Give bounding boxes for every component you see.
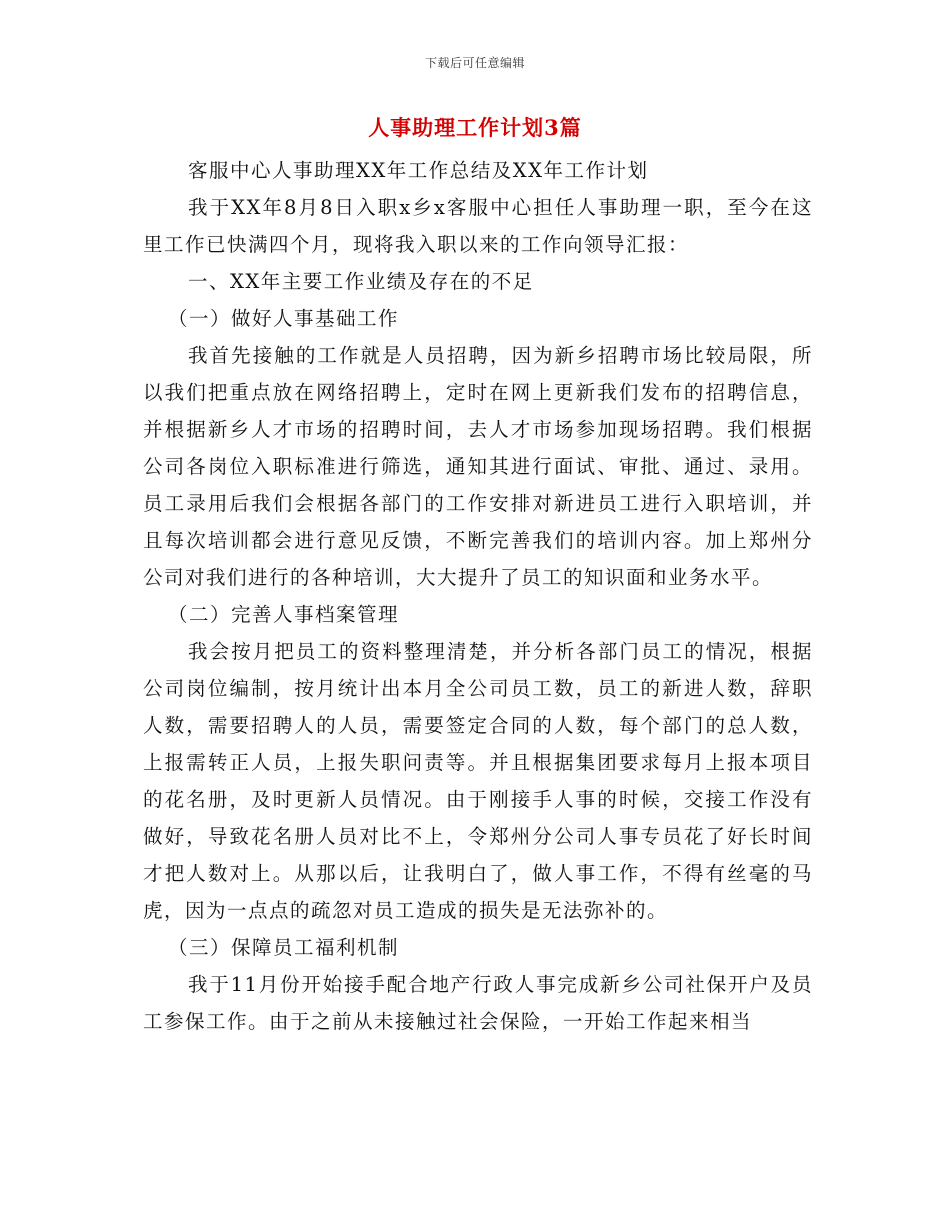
section-heading-1: 一、XX年主要工作业绩及存在的不足 <box>188 270 534 293</box>
subsection-heading-2: （二）完善人事档案管理 <box>168 603 400 626</box>
paragraph-welfare: 我于11月份开始接手配合地产行政人事完成新乡公司社保开户及员工参保工作。由于之前从未接触过社会保险，一开始工作起来相当 <box>143 973 813 1033</box>
paragraph-archives: 我会按月把员工的资料整理清楚，并分析各部门员工的情况，根据公司岗位编制，按月统计出本月全公司员工数，员工的新进人数，辞职人数，需要招聘人的人员，需要签定合同的人数，每个部门的总人数，上报需转正人员，上报失职问责等。并且根据集团要求每月上报本项目的花名册，及时更新人员情况。由于刚接手人事的时候，交接工作没有做好，导致花名册人员对比不上，令郑州分公司人事专员花了好长时间才把人数对上。从那以后，让我明白了，做人事工作，不得有丝毫的马虎，因为一点点的疏忽对员工造成的损失是无法弥补的。 <box>143 640 813 922</box>
header-note: 下载后可任意编辑 <box>424 56 525 70</box>
paragraph-intro: 我于XX年8月8日入职x乡x客服中心担任人事助理一职，至今在这里工作已快满四个月，现将我入职以来的工作向领导汇报： <box>143 196 813 256</box>
subsection-heading-1: （一）做好人事基础工作 <box>168 307 400 330</box>
subsection-heading-3: （三）保障员工福利机制 <box>168 936 400 959</box>
paragraph-recruitment: 我首先接触的工作就是人员招聘，因为新乡招聘市场比较局限，所以我们把重点放在网络招聘上，定时在网上更新我们发布的招聘信息，并根据新乡人才市场的招聘时间，去人才市场参加现场招聘。我们根据公司各岗位入职标准进行筛选，通知其进行面试、审批、通过、录用。员工录用后我们会根据各部门的工作安排对新进员工进行入职培训，并且每次培训都会进行意见反馈，不断完善我们的培训内容。加上郑州分公司对我们进行的各种培训，大大提升了员工的知识面和业务水平。 <box>143 344 813 589</box>
paragraph-subtitle: 客服中心人事助理XX年工作总结及XX年工作计划 <box>188 159 649 182</box>
document-title: 人事助理工作计划3篇 <box>368 115 582 140</box>
document-body <box>143 152 813 1040</box>
